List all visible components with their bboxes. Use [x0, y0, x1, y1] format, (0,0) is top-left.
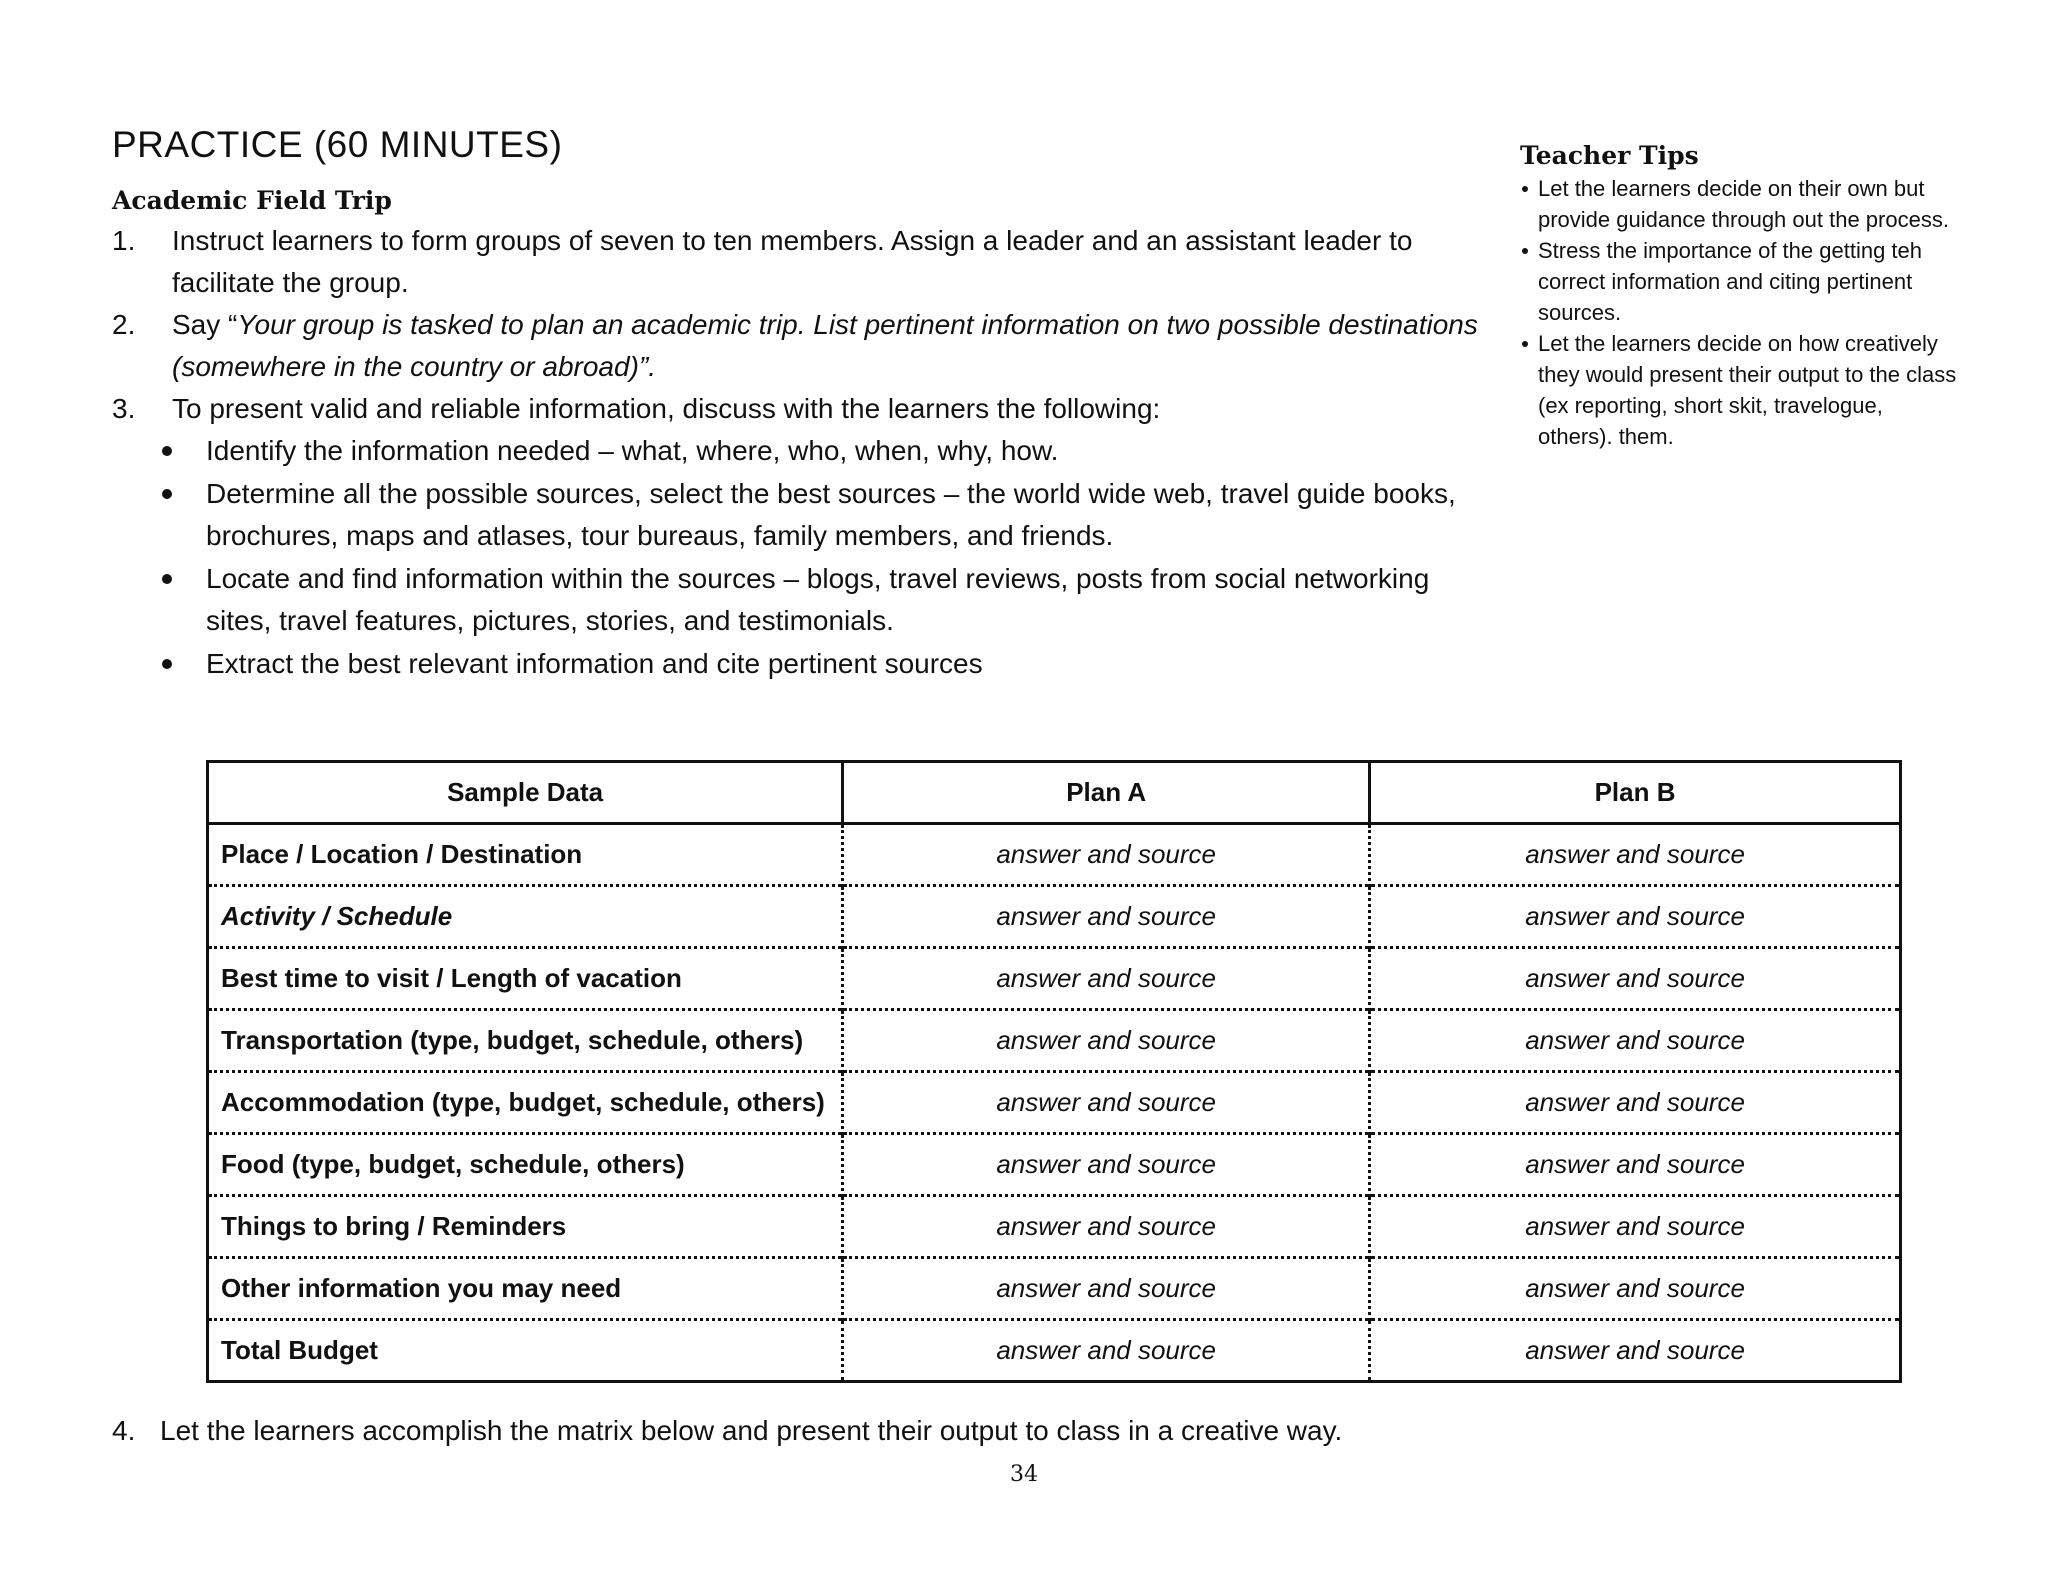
- step-item: [112, 304, 1482, 388]
- row-label: Things to bring / Reminders: [208, 1196, 843, 1258]
- activity-title: Academic Field Trip: [112, 186, 392, 215]
- table-row: [208, 886, 1901, 948]
- row-label: Activity / Schedule: [208, 886, 843, 948]
- step-4: [112, 1410, 1342, 1452]
- table-row: [208, 1196, 1901, 1258]
- column-header-sample-data: Sample Data: [208, 762, 843, 824]
- plan-a-cell: answer and source: [843, 1134, 1370, 1196]
- plan-a-cell: answer and source: [843, 948, 1370, 1010]
- row-label: Place / Location / Destination: [221, 839, 583, 869]
- plan-a-cell: answer and source: [843, 1010, 1370, 1072]
- step-number: 4.: [112, 1415, 136, 1446]
- row-label: Transportation (type, budget, schedule, others): [208, 1010, 843, 1072]
- plan-b-cell: answer and source: [1370, 1258, 1901, 1320]
- table-header-row: [208, 762, 1901, 824]
- plan-b-cell: answer and source: [1370, 1010, 1901, 1072]
- section-heading: PRACTICE (60 MINUTES): [112, 124, 563, 165]
- plan-a-cell: answer and source: [843, 824, 1370, 886]
- table-row: [208, 1258, 1901, 1320]
- teacher-tips-list: [1520, 173, 1960, 452]
- instructions: [112, 220, 1482, 686]
- step-item: [112, 388, 1482, 685]
- row-label: Other information you may need: [208, 1258, 843, 1320]
- teacher-tips-title: Teacher Tips: [1520, 141, 1699, 170]
- bullet-item: Determine all the possible sources, select the best sources – the world wide web, travel guide books, brochures, maps and atlases, tour bureaus, family members, and friends.: [112, 473, 1482, 557]
- row-label: Best time to visit / Length of vacation: [208, 948, 843, 1010]
- step-text: Instruct learners to form groups of seven to ten members. Assign a leader and an assistant leader to facilitate the group.: [172, 225, 1413, 298]
- row-label: Accommodation (type, budget, schedule, others): [208, 1072, 843, 1134]
- table-row: [208, 824, 1901, 886]
- plan-b-cell: answer and source: [1370, 1072, 1901, 1134]
- plan-b-cell: answer and source: [1370, 1320, 1901, 1382]
- step-text: Let the learners accomplish the matrix below and present their output to class in a creative way.: [160, 1415, 1343, 1446]
- tip-item: Let the learners decide on their own but provide guidance through out the process.: [1520, 173, 1960, 235]
- tip-item: Stress the importance of the getting teh correct information and citing pertinent sources.: [1520, 235, 1960, 328]
- plan-b-cell: answer and source: [1370, 1196, 1901, 1258]
- step-number: 1.: [112, 225, 136, 256]
- column-header-plan-b: Plan B: [1370, 762, 1901, 824]
- plan-b-cell: answer and source: [1370, 824, 1901, 886]
- table-row: [208, 948, 1901, 1010]
- tip-item: Let the learners decide on how creatively they would present their output to the class (ex reporting, short skit, travelogue, others). them.: [1520, 328, 1960, 452]
- column-header-plan-a: Plan A: [843, 762, 1370, 824]
- table-row: [208, 1134, 1901, 1196]
- bullet-item: Identify the information needed – what, where, who, when, why, how.: [112, 430, 1482, 472]
- bullet-list: [112, 430, 1482, 685]
- plan-b-cell: answer and source: [1370, 948, 1901, 1010]
- plan-a-cell: answer and source: [843, 1072, 1370, 1134]
- plan-a-cell: answer and source: [843, 1320, 1370, 1382]
- teacher-tips: [1520, 140, 1960, 452]
- table-row: [208, 1010, 1901, 1072]
- row-label: Total Budget: [208, 1320, 843, 1382]
- plan-b-cell: answer and source: [1370, 1134, 1901, 1196]
- plan-a-cell: answer and source: [843, 1258, 1370, 1320]
- row-label: Food (type, budget, schedule, others): [208, 1134, 843, 1196]
- trip-planning-matrix: [206, 760, 1902, 1383]
- plan-a-cell: answer and source: [843, 1196, 1370, 1258]
- step-text-prefix: Say “: [172, 309, 238, 340]
- page-number: 34: [1010, 1462, 1038, 1487]
- plan-a-cell: answer and source: [843, 886, 1370, 948]
- step-quote: Your group is tasked to plan an academic trip. List pertinent information on two possible destinations (somewhere in the country or abroad)”.: [172, 309, 1478, 382]
- bullet-item: Extract the best relevant information and cite pertinent sources: [112, 643, 1482, 685]
- bullet-item: Locate and find information within the sources – blogs, travel reviews, posts from social networking sites, travel features, pictures, stories, and testimonials.: [112, 558, 1482, 642]
- table-row: [208, 1072, 1901, 1134]
- step-number: 3.: [112, 393, 136, 424]
- step-item: [112, 220, 1482, 304]
- step-number: 2.: [112, 309, 136, 340]
- steps-list: [112, 220, 1482, 685]
- step-text: To present valid and reliable information, discuss with the learners the following:: [172, 393, 1161, 424]
- plan-b-cell: answer and source: [1370, 886, 1901, 948]
- table-row: [208, 1320, 1901, 1382]
